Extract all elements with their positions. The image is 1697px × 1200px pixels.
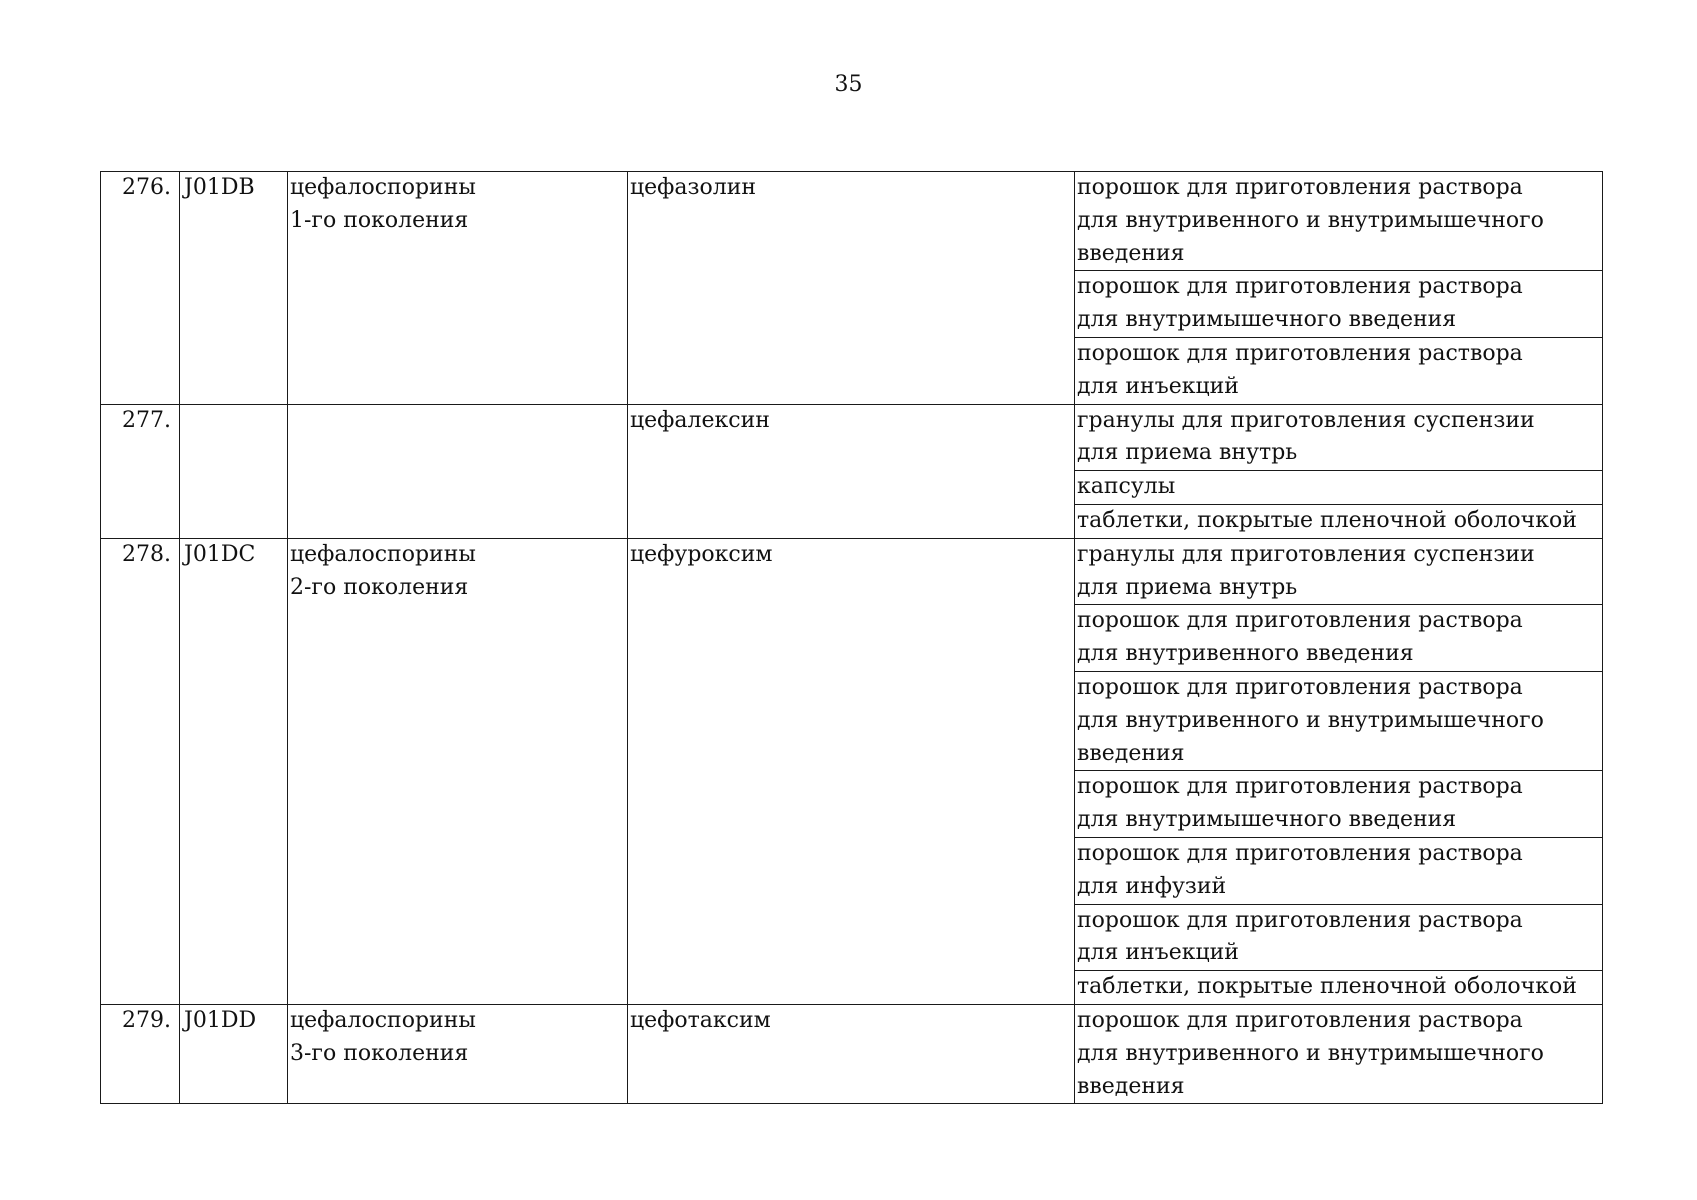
dosage-form: таблетки, покрытые пленочной оболочкой [1075,971,1603,1005]
drug-name: цефазолин [628,172,1075,405]
drug-group [288,404,628,538]
table-row [101,172,1603,271]
dosage-form: гранулы для приготовления суспензии для приема внутрь [1075,404,1603,471]
dosage-form: капсулы [1075,471,1603,505]
table-row [101,1004,1603,1103]
table-row [101,404,1603,471]
drug-table [100,171,1603,1104]
drug-group: цефалоспорины 3-го поколения [288,1004,628,1103]
dosage-form: порошок для приготовления раствора для внутримышечного введения [1075,271,1603,338]
table-row [101,538,1603,605]
row-number: 279. [101,1004,180,1103]
dosage-form: гранулы для приготовления суспензии для приема внутрь [1075,538,1603,605]
dosage-form: порошок для приготовления раствора для внутривенного введения [1075,605,1603,672]
atc-code: J01DD [180,1004,288,1103]
atc-code: J01DC [180,538,288,1004]
page-number: 35 [834,72,863,97]
dosage-form: порошок для приготовления раствора для внутривенного и внутримышечного введения [1075,1004,1603,1103]
atc-code [180,404,288,538]
dosage-form: порошок для приготовления раствора для инъекций [1075,904,1603,971]
dosage-form: порошок для приготовления раствора для внутривенного и внутримышечного введения [1075,671,1603,770]
drug-group: цефалоспорины 2-го поколения [288,538,628,1004]
dosage-form: таблетки, покрытые пленочной оболочкой [1075,504,1603,538]
row-number: 277. [101,404,180,538]
drug-name: цефуроксим [628,538,1075,1004]
dosage-form: порошок для приготовления раствора для инъекций [1075,337,1603,404]
drug-table-body [101,172,1603,1104]
atc-code: J01DB [180,172,288,405]
row-number: 278. [101,538,180,1004]
dosage-form: порошок для приготовления раствора для внутривенного и внутримышечного введения [1075,172,1603,271]
drug-group: цефалоспорины 1-го поколения [288,172,628,405]
dosage-form: порошок для приготовления раствора для внутримышечного введения [1075,771,1603,838]
row-number: 276. [101,172,180,405]
drug-name: цефотаксим [628,1004,1075,1103]
drug-name: цефалексин [628,404,1075,538]
dosage-form: порошок для приготовления раствора для инфузий [1075,837,1603,904]
